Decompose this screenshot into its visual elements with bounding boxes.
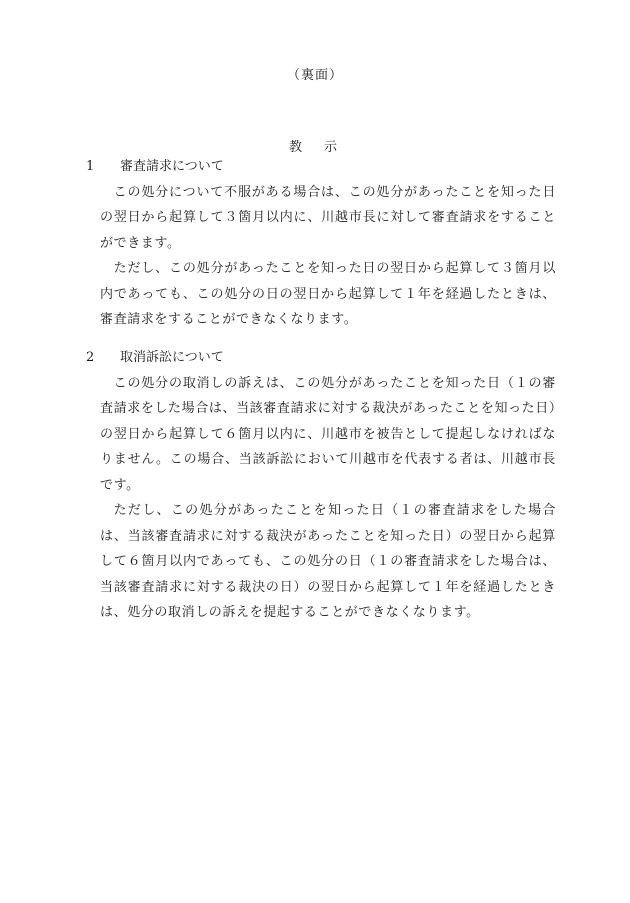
paragraph: ただし、この処分があったことを知った日の翌日から起算して３箇月以内であっても、この処分の日の翌日から起算して１年を経過したときは、審査請求をすることができなくなります。: [100, 261, 556, 327]
paragraph: この処分の取消しの訴えは、この処分があったことを知った日（１の審査請求をした場合は、当該審査請求に対する裁決があったことを知った日）の翌日から起算して６箇月以内に、川越市を被告として提起しなければなりません。この場合、当該訴訟において川越市を代表する者は、川越市長です。: [100, 375, 556, 493]
paragraph: この処分について不服がある場合は、この処分があったことを知った日の翌日から起算して３箇月以内に、川越市長に対して審査請求をすることができます。: [100, 184, 556, 251]
section-heading-text: 取消訴訟について: [120, 350, 224, 365]
reverse-side-label: （裏面）: [286, 68, 343, 83]
section-heading: [86, 154, 556, 180]
section-revocation-suit: [86, 345, 556, 626]
section-heading: [86, 345, 556, 371]
section-heading-text: 審査請求について: [120, 159, 224, 174]
section-number: 1: [86, 159, 95, 174]
page-title: 教示: [288, 140, 359, 155]
section-number: 2: [86, 350, 95, 365]
paragraph: ただし、この処分があったことを知った日（１の審査請求をした場合は、当該審査請求に対する裁決があったことを知った日）の翌日から起算して６箇月以内であっても、この処分の日（１の審査請求をした場合は、当該審査請求に対する裁決の日）の翌日から起算して１年を経過したときは、処分の取消しの訴えを提起することができなくなります。: [100, 503, 556, 620]
section-review-request: [86, 154, 556, 333]
